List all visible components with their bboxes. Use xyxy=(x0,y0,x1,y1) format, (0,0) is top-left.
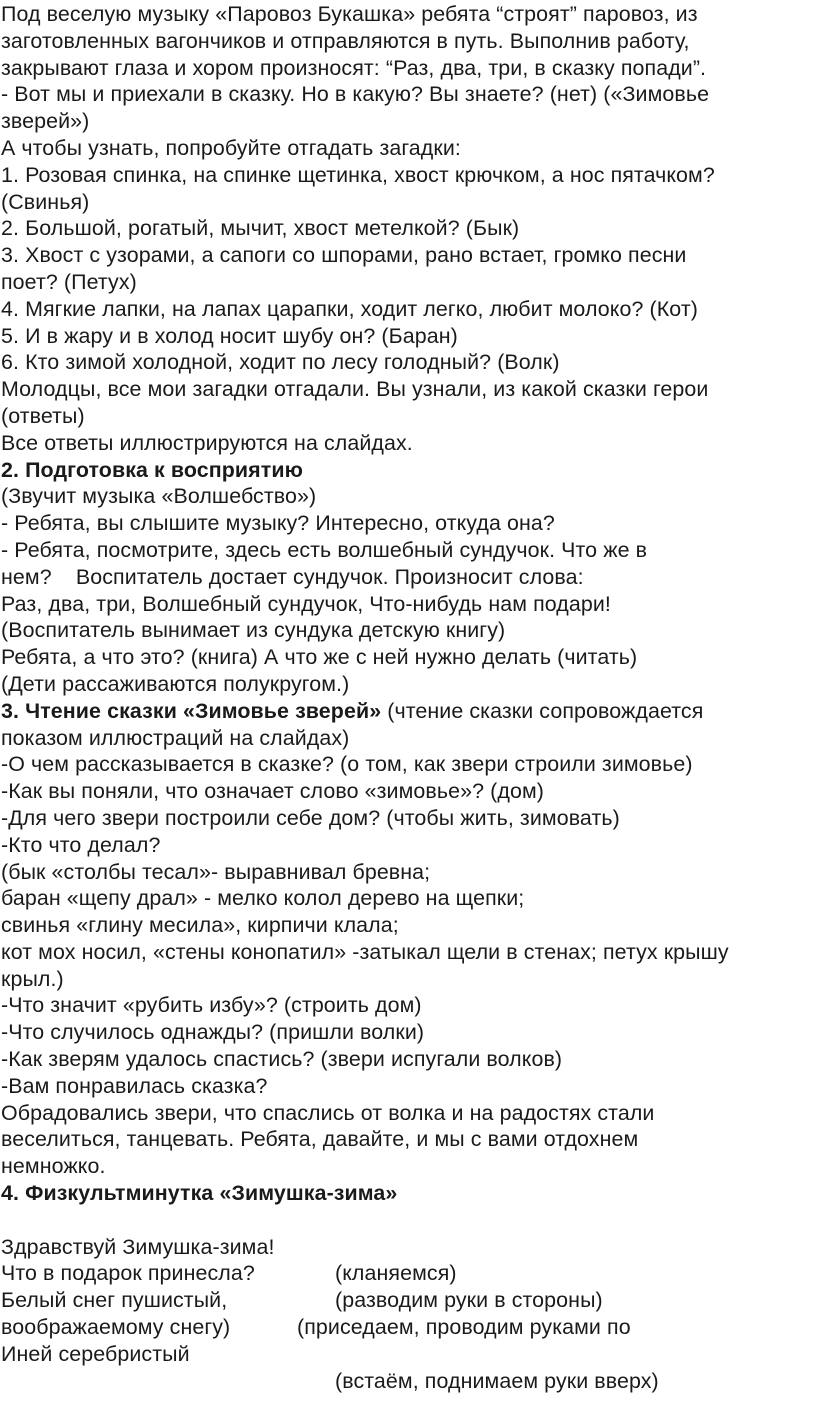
text-line: -Кто что делал? xyxy=(1,832,161,857)
text-line: (Воспитатель вынимает из сундука детскую книгу) xyxy=(1,618,506,643)
text-line: баран «щепу драл» - мелко колол дерево на щепки; xyxy=(1,886,525,911)
text-line: Все ответы иллюстрируются на слайдах. xyxy=(1,430,413,455)
riddle-line: (Свинья) xyxy=(1,189,90,214)
riddle-line: 4. Мягкие лапки, на лапах царапки, ходит легко, любит молоко? (Кот) xyxy=(1,296,698,321)
exercise-verse: Что в подарок принесла? xyxy=(1,1261,255,1286)
riddle-line: поет? (Петух) xyxy=(1,269,137,294)
text-line: закрывают глаза и хором произносят: “Раз, два, три, в сказку попади”. xyxy=(1,55,707,80)
riddle-line: 2. Большой, рогатый, мычит, хвост метелкой? (Бык) xyxy=(1,216,520,241)
exercise-row xyxy=(1,1314,816,1393)
text-line: (ответы) xyxy=(1,403,85,428)
text-line: - Ребята, вы слышите музыку? Интересно, откуда она? xyxy=(1,511,555,536)
section-heading-3-title: 3. Чтение сказки «Зимовье зверей» xyxy=(1,698,382,723)
section-heading-3-note: (чтение сказки сопровождается xyxy=(381,698,704,723)
text-line: Обрадовались звери, что спаслись от волка и на радостях стали xyxy=(1,1100,655,1125)
exercise-verse: Белый снег пушистый, xyxy=(1,1288,228,1313)
section-heading-3 xyxy=(1,698,816,725)
intro-section xyxy=(1,1,816,457)
exercise-action: (приседаем, проводим руками по xyxy=(297,1315,631,1340)
section-heading-4: 4. Физкультминутка «Зимушка-зима» xyxy=(1,1181,398,1206)
text-line: -Как вы поняли, что означает слово «зимовье»? (дом) xyxy=(1,779,544,804)
exercise-section xyxy=(1,1207,816,1393)
text-line: А чтобы узнать, попробуйте отгадать загадки: xyxy=(1,135,461,160)
text-line: нем? Воспитатель достает сундучок. Произносит слова: xyxy=(1,564,584,589)
text-line: (бык «столбы тесал»- выравнивал бревна; xyxy=(1,859,431,884)
exercise-verse: Здравствуй Зимушка-зима! xyxy=(1,1234,275,1259)
text-line: крыл.) xyxy=(1,966,64,991)
text-line: кот мох носил, «стены конопатил» -затыкал щели в стенах; петух крышу xyxy=(1,939,729,964)
text-line: Под веселую музыку «Паровоз Букашка» ребята “строят” паровоз, из xyxy=(1,2,698,26)
text-line: зверей») xyxy=(1,109,90,134)
text-line: немножко. xyxy=(1,1154,106,1179)
text-line: -Что случилось однажды? (пришли волки) xyxy=(1,1020,425,1045)
riddle-line: 3. Хвост с узорами, а сапоги со шпорами, рано встает, громко песни xyxy=(1,243,687,268)
exercise-action: (кланяемся) xyxy=(335,1261,457,1286)
section-heading-2: 2. Подготовка к восприятию xyxy=(1,457,303,482)
riddle-line: 6. Кто зимой холодной, ходит по лесу голодный? (Волк) xyxy=(1,350,560,375)
text-line: (Дети рассаживаются полукругом.) xyxy=(1,671,350,696)
text-line: (Звучит музыка «Волшебство») xyxy=(1,484,317,509)
text-line: -О чем рассказывается в сказке? (о том, как звери строили зимовье) xyxy=(1,752,693,777)
text-line: -Вам понравилась сказка? xyxy=(1,1073,268,1098)
riddle-line: 1. Розовая спинка, на спинке щетинка, хвост крючком, а нос пятачком? xyxy=(1,162,715,187)
text-line: -Как зверям удалось спастись? (звери испугали волков) xyxy=(1,1047,563,1072)
exercise-verse: воображаемому снегу) xyxy=(1,1315,231,1340)
preparation-section xyxy=(1,483,816,697)
text-line: Ребята, а что это? (книга) А что же с ней нужно делать (читать) xyxy=(1,645,638,670)
text-line: веселиться, танцевать. Ребята, давайте, и мы с вами отдохнем xyxy=(1,1127,639,1152)
exercise-verse: Иней серебристый xyxy=(1,1341,190,1366)
text-line: -Что значит «рубить избу»? (строить дом) xyxy=(1,993,422,1018)
text-line: Молодцы, все мои загадки отгадали. Вы узнали, из какой сказки герои xyxy=(1,377,709,402)
text-line: -Для чего звери построили себе дом? (чтобы жить, зимовать) xyxy=(1,805,620,830)
reading-section xyxy=(1,725,816,1181)
text-line: заготовленных вагончиков и отправляются в путь. Выполнив работу, xyxy=(1,28,690,53)
exercise-action: (разводим руки в стороны) xyxy=(335,1288,603,1313)
exercise-action: (встаём, поднимаем руки вверх) xyxy=(335,1368,659,1393)
text-line: - Ребята, посмотрите, здесь есть волшебный сундучок. Что же в xyxy=(1,537,648,562)
text-line: свинья «глину месила», кирпичи клала; xyxy=(1,913,399,938)
text-line: - Вот мы и приехали в сказку. Но в какую? Вы знаете? (нет) («Зимовье xyxy=(1,82,710,107)
riddle-line: 5. И в жару и в холод носит шубу он? (Баран) xyxy=(1,323,458,348)
text-line: показом иллюстраций на слайдах) xyxy=(1,725,350,750)
text-line: Раз, два, три, Волшебный сундучок, Что-нибудь нам подари! xyxy=(1,591,611,616)
